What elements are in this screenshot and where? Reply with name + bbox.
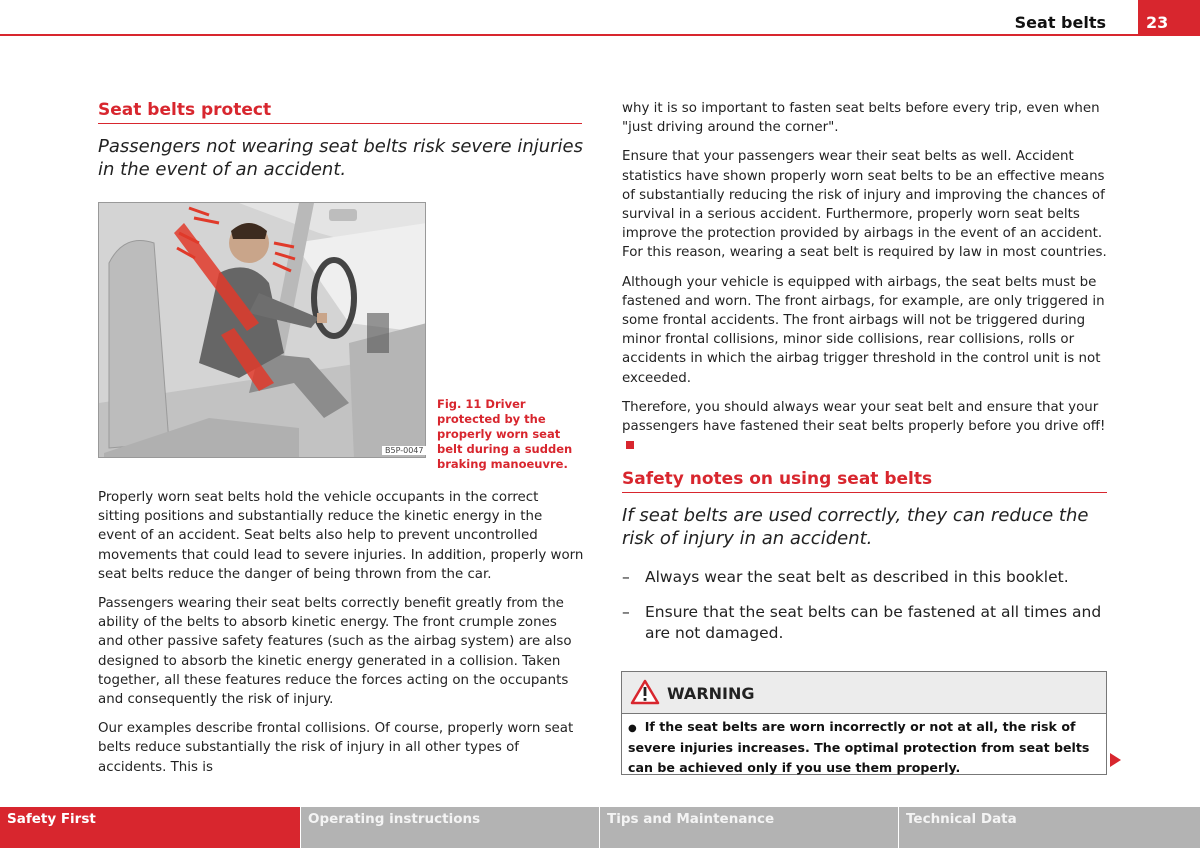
left-body-text: [98, 488, 584, 787]
paragraph-with-end-mark: [622, 398, 1108, 456]
bullet-icon: ●: [628, 723, 637, 734]
dash-marker: –: [622, 568, 630, 586]
list-item: [622, 567, 1108, 588]
warning-body: [622, 714, 1106, 777]
paragraph: Ensure that your passengers wear their seat belts as well. Accident statistics have shown properly worn seat belts to be an effective means of substantially reducing the risk of injury and improving the chances of survival in a serious accident. Furthermore, properly worn seat belts improve the protection provided by airbags in the event of an accident. For this reason, wearing a seat belt is required by law in most countries.: [622, 149, 1107, 261]
warning-title: WARNING: [667, 684, 755, 703]
paragraph: Therefore, you should always wear your seat belt and ensure that your passengers have fastened their seat belts properly before you drive off!: [622, 399, 1106, 435]
header-rule: [0, 34, 1200, 36]
footer-tab-operating-instructions[interactable]: Operating instructions: [301, 807, 599, 848]
dash-marker: –: [622, 603, 630, 621]
driver-illustration: [99, 203, 426, 458]
section-rule: [98, 123, 582, 124]
section-lead: If seat belts are used correctly, they can reduce the risk of injury in an accident.: [622, 505, 1089, 549]
figure-driver-seat-belt: [98, 202, 426, 458]
paragraph: Although your vehicle is equipped with airbags, the seat belts must be fastened and worn. The front airbags, for example, are only triggered in some frontal accidents. The front airbags will not be triggered during minor frontal collisions, minor side collisions, rear collisions, rolls or accidents in which the airbag trigger threshold in the control unit is not exceeded.: [622, 274, 1105, 386]
warning-box: [621, 671, 1107, 775]
figure-code: B5P-0047: [382, 446, 426, 455]
list-item: [622, 602, 1108, 644]
warning-triangle-icon: [630, 679, 660, 705]
list-item-text: Ensure that the seat belts can be fastened at all times and are not damaged.: [645, 603, 1102, 642]
footer-tab-tips-maintenance[interactable]: Tips and Maintenance: [600, 807, 898, 848]
list-item-text: Always wear the seat belt as described in this booklet.: [645, 568, 1069, 586]
footer-tab-technical-data[interactable]: Technical Data: [899, 807, 1200, 848]
right-body-text: [622, 99, 1108, 465]
page-number: 23: [1138, 0, 1200, 36]
footer-tab-safety-first[interactable]: Safety First: [0, 807, 300, 848]
section-title-seat-belts-protect: Seat belts protect: [98, 100, 272, 120]
section-title-safety-notes: Safety notes on using seat belts: [622, 469, 933, 489]
warning-text: If the seat belts are worn incorrectly or not at all, the risk of severe injuries increases. The optimal protection from seat belts can be achieved only if you use them properly.: [628, 719, 1090, 775]
warning-header: [622, 672, 1106, 714]
section-rule: [622, 492, 1107, 493]
paragraph: Our examples describe frontal collisions. Of course, properly worn seat belts reduce substantially the risk of injury in all other types of accidents. This is: [98, 721, 574, 775]
chapter-title: Seat belts: [1014, 13, 1106, 32]
section-lead: Passengers not wearing seat belts risk severe injuries in the event of an accident.: [98, 136, 583, 180]
paragraph: Passengers wearing their seat belts correctly benefit greatly from the ability of the belts to absorb kinetic energy. The front crumple zones and other passive safety features (such as the airbag system) are also designed to absorb the kinetic energy generated in a collision. Taken together, all these features reduce the forces acting on the occupants and consequently the risk of injury.: [98, 596, 572, 708]
paragraph: why it is so important to fasten seat belts before every trip, even when "just driving around the corner".: [622, 101, 1100, 136]
paragraph: Properly worn seat belts hold the vehicle occupants in the correct sitting positions and substantially reduce the kinetic energy in the event of an accident. Seat belts also help to prevent uncontrolled movements that could lead to severe injuries. In addition, properly worn seat belts reduce the danger of being thrown from the car.: [98, 490, 584, 582]
end-of-section-icon: [626, 441, 634, 449]
next-page-arrow-icon[interactable]: [1110, 753, 1121, 767]
figure-caption: Fig. 11 Driver protected by the properly worn seat belt during a sudden braking manoeuvre.: [437, 397, 573, 471]
